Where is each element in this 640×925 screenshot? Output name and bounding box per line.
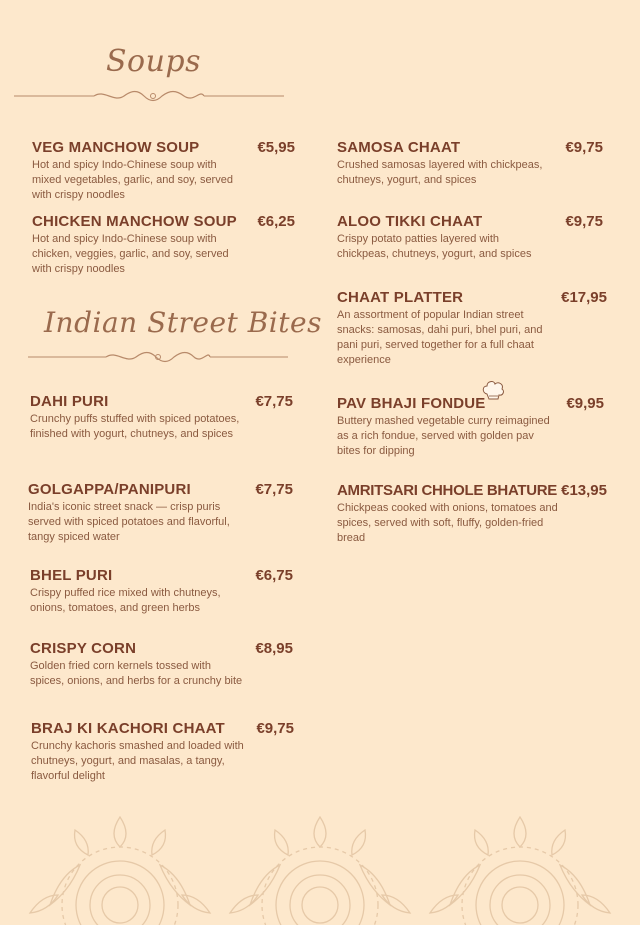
menu-item — [30, 640, 293, 689]
menu-item — [337, 289, 607, 368]
item-price: €5,95 — [257, 139, 295, 156]
item-price: €9,75 — [256, 720, 294, 737]
item-price: €9,75 — [565, 213, 603, 230]
item-price: €6,75 — [255, 567, 293, 584]
flourish-icon — [14, 89, 284, 103]
item-description: Buttery mashed vegetable curry reimagined as a rich fondue, served with golden pav bites for dipping — [337, 415, 550, 457]
item-description: An assortment of popular Indian street snacks: samosas, dahi puri, bhel puri, and pani puri, served together for a full chaat experience — [337, 309, 543, 366]
item-name: ALOO TIKKI CHAAT — [337, 213, 483, 230]
item-price: €9,95 — [566, 395, 604, 412]
item-description: Hot and spicy Indo-Chinese soup with mixed vegetables, garlic, and soy, served with crispy noodles — [32, 159, 233, 201]
menu-item — [30, 393, 293, 442]
item-name: BHEL PURI — [30, 567, 113, 584]
item-name: CHICKEN MANCHOW SOUP — [32, 213, 237, 230]
menu-item — [31, 720, 294, 784]
item-description: Hot and spicy Indo-Chinese soup with chicken, veggies, garlic, and soy, served with crispy noodles — [32, 233, 229, 275]
menu-item — [28, 481, 293, 545]
item-price: €6,25 — [257, 213, 295, 230]
section-title-soups: Soups — [106, 44, 202, 79]
item-description: Crunchy puffs stuffed with spiced potatoes, finished with yogurt, chutneys, and spices — [30, 413, 240, 440]
chef-hat-icon — [481, 380, 505, 402]
item-price: €7,75 — [255, 481, 293, 498]
item-description: Golden fried corn kernels tossed with spices, onions, and herbs for a crunchy bite — [30, 660, 243, 687]
item-price: €17,95 — [561, 289, 607, 306]
item-name: BRAJ KI KACHORI CHAAT — [31, 720, 225, 737]
menu-item — [30, 567, 293, 616]
item-price: €9,75 — [565, 139, 603, 156]
item-name: CRISPY CORN — [30, 640, 137, 657]
item-description: Crispy puffed rice mixed with chutneys, onions, tomatoes, and green herbs — [30, 587, 221, 614]
menu-item — [337, 213, 603, 262]
item-description: Crushed samosas layered with chickpeas, chutneys, yogurt, and spices — [337, 159, 543, 186]
item-name: AMRITSARI CHHOLE BHATURE — [337, 482, 558, 499]
item-description: Crispy potato patties layered with chickpeas, chutneys, yogurt, and spices — [337, 233, 532, 260]
mandala-icon — [225, 805, 415, 925]
item-name: SAMOSA CHAAT — [337, 139, 461, 156]
section-title-street-bites: Indian Street Bites — [44, 306, 322, 339]
item-name: CHAAT PLATTER — [337, 289, 464, 306]
item-description: Crunchy kachoris smashed and loaded with chutneys, yogurt, and masalas, a tangy, flavorful delight — [31, 740, 244, 782]
menu-item — [337, 139, 603, 188]
item-description: Chickpeas cooked with onions, tomatoes and spices, served with soft, fluffy, golden-fried bread — [337, 502, 558, 544]
item-price: €7,75 — [255, 393, 293, 410]
item-description: India's iconic street snack — crisp puris served with spiced potatoes and flavorful, tangy spiced water — [28, 501, 230, 543]
mandala-icon — [25, 805, 215, 925]
menu-item — [32, 139, 295, 203]
menu-item — [32, 213, 295, 277]
item-price: €8,95 — [255, 640, 293, 657]
item-name: VEG MANCHOW SOUP — [32, 139, 200, 156]
flourish-icon — [28, 350, 288, 364]
mandala-icon — [425, 805, 615, 925]
menu-item — [337, 395, 604, 459]
item-name: GOLGAPPA/PANIPURI — [28, 481, 191, 498]
menu-item — [337, 482, 607, 546]
item-name: PAV BHAJI FONDUE — [337, 395, 486, 412]
item-price: €13,95 — [561, 482, 607, 499]
item-name: DAHI PURI — [30, 393, 109, 410]
